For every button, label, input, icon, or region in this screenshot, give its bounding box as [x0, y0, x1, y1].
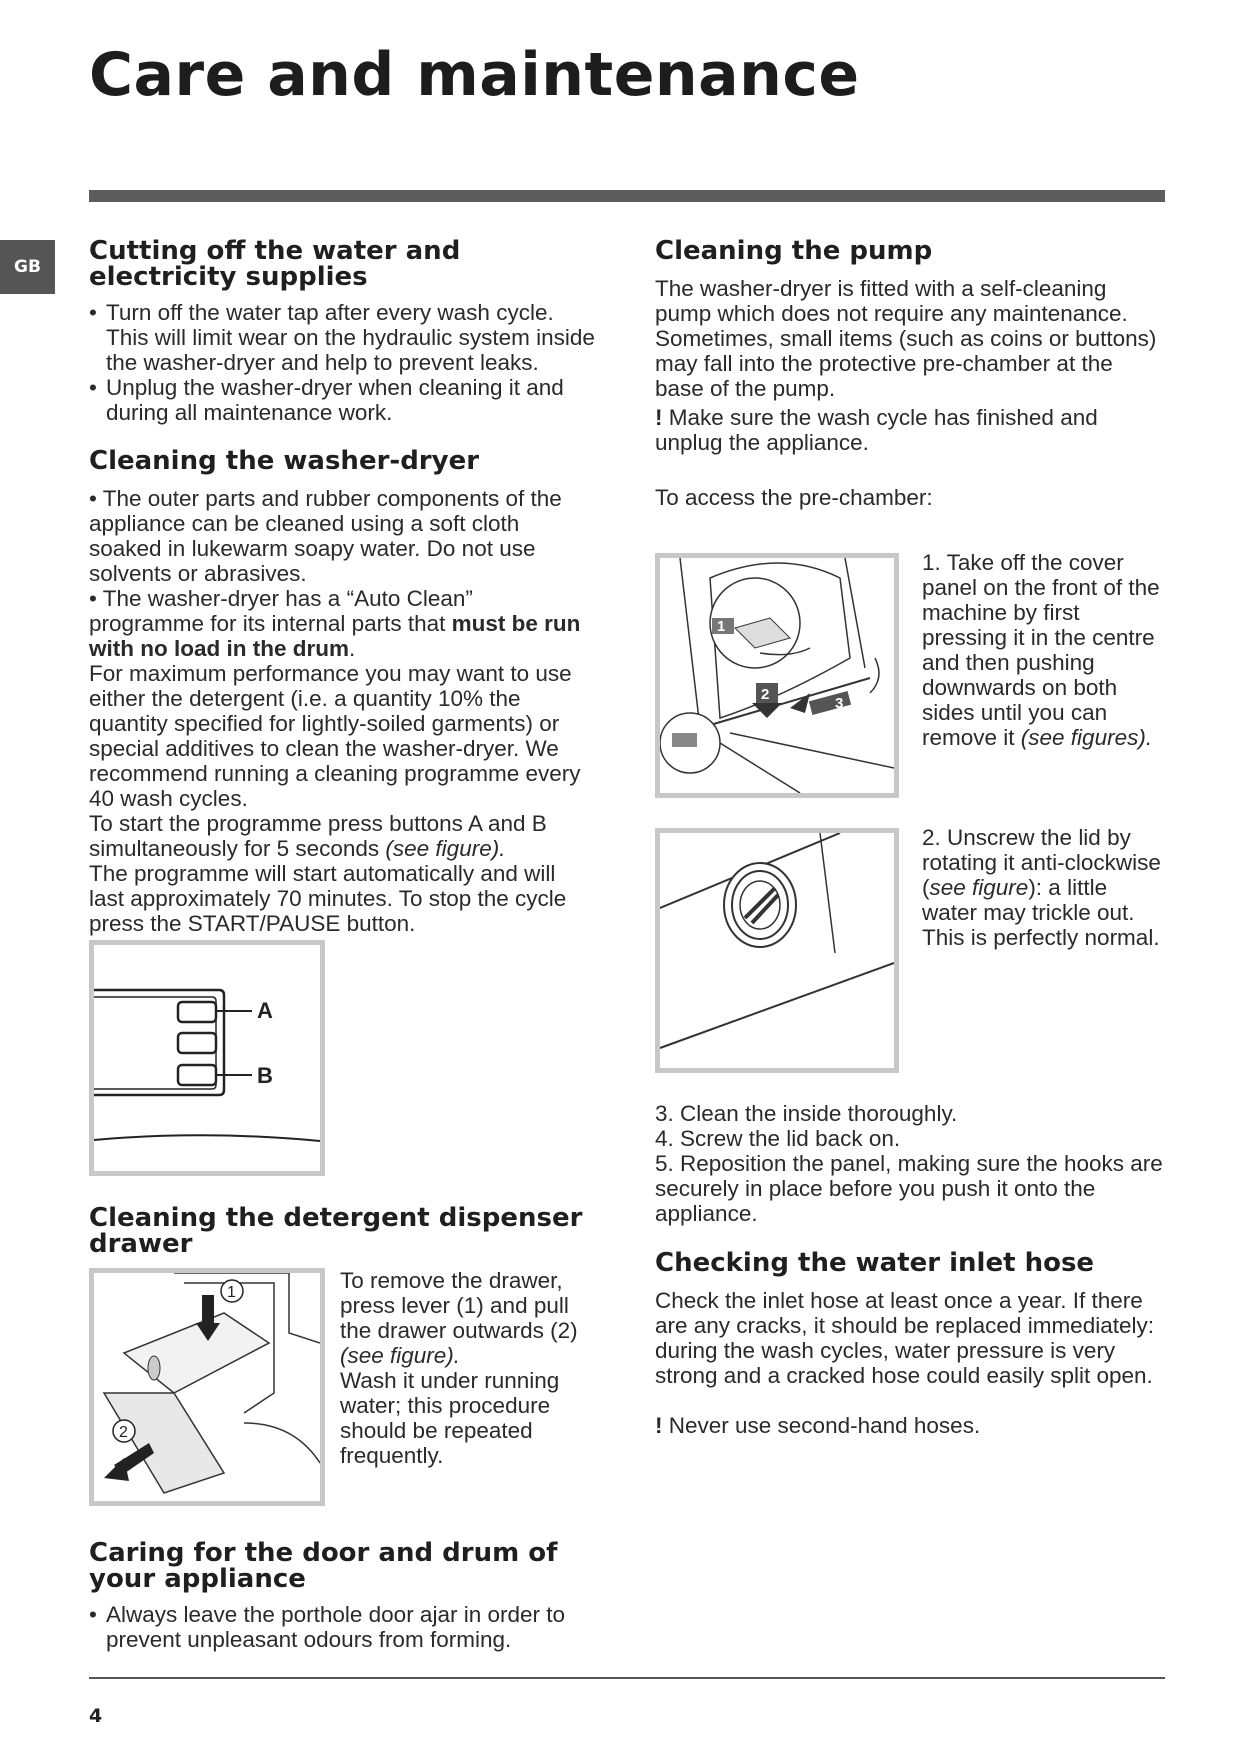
pump-heading: Cleaning the pump — [655, 236, 933, 266]
pump-step-3: 3. Clean the inside thoroughly. — [655, 1101, 958, 1126]
cleaning-section — [89, 448, 594, 936]
drawer-illustration — [94, 1273, 320, 1501]
page-number: 4 — [89, 1705, 103, 1727]
button-label-b: B — [257, 1063, 273, 1088]
drawer-heading-block — [89, 1205, 599, 1257]
cover-panel-illustration — [660, 558, 894, 793]
lid-figure — [655, 828, 899, 1073]
hose-heading: Checking the water inlet hose — [655, 1248, 1095, 1278]
cleaning-heading: Cleaning the washer-dryer — [89, 446, 480, 476]
drawer-label-2: 2 — [119, 1424, 128, 1441]
page-title: Care and maintenance — [89, 40, 860, 110]
supplies-bullet-1: • Turn off the water tap after every wash cycle. This will limit wear on the hydraulic system inside the washer-dryer and help to prevent leaks. — [89, 300, 595, 375]
supplies-bullet-2: • Unplug the washer-dryer when cleaning it and during all maintenance work. — [89, 375, 564, 425]
pump-warning: ! Make sure the wash cycle has finished and unplug the appliance. — [655, 405, 1098, 455]
drawer-heading: Cleaning the detergent dispenser drawer — [89, 1203, 583, 1259]
drawer-figure — [89, 1268, 325, 1506]
drawer-label-1: 1 — [227, 1284, 236, 1301]
pump-steps-3-5 — [655, 1101, 1167, 1226]
hose-section — [655, 1250, 1167, 1438]
cover-label-1: 1 — [717, 618, 726, 635]
cleaning-paragraph-3: For maximum performance you may want to use either the detergent (i.e. a quantity 10% the quantity specified for lightly-soiled garments) or special additives to clean the washer-dryer. We recommend running a cleaning programme every 40 wash cycles. — [89, 661, 581, 811]
pump-step-1: 1. Take off the cover panel on the front of the machine by first pressing it in the centre and then pushing downwards on both sides until you can remove it (see figures). — [922, 550, 1160, 750]
button-label-a: A — [257, 998, 273, 1023]
cleaning-paragraph-5: The programme will start automatically and will last approximately 70 minutes. To stop the cycle press the START/PAUSE button. — [89, 861, 567, 936]
pump-step-4: 4. Screw the lid back on. — [655, 1126, 901, 1151]
cleaning-paragraph-2: • The washer-dryer has a “Auto Clean” programme for its internal parts that must be run with no load in the drum. — [89, 586, 581, 661]
language-tag: GB — [0, 240, 55, 294]
pump-intro: The washer-dryer is fitted with a self-cleaning pump which does not require any maintenance. Sometimes, small items (such as coins or buttons) may fall into the protective pre-chamber at the base of the pump. — [655, 276, 1157, 401]
drawer-text: To remove the drawer, press lever (1) and pull the drawer outwards (2) (see figure). Wash it under running water; this procedure should be repeated frequently. — [340, 1268, 578, 1468]
supplies-heading: Cutting off the water and electricity supplies — [89, 236, 461, 292]
door-heading: Caring for the door and drum of your appliance — [89, 1538, 558, 1594]
cover-panel-figure — [655, 553, 899, 798]
cleaning-paragraph-4: To start the programme press buttons A and B simultaneously for 5 seconds (see figure). — [89, 811, 547, 861]
pump-access: To access the pre-chamber: — [655, 485, 933, 510]
supplies-section — [89, 238, 601, 425]
header-divider — [89, 190, 1165, 202]
pump-section — [655, 238, 1165, 510]
hose-text: Check the inlet hose at least once a year. If there are any cracks, it should be replaced immediately: during the wash cycles, water pressure is very strong and a cracked hose could easily split open. — [655, 1288, 1154, 1388]
cover-label-2: 2 — [761, 686, 770, 703]
door-bullet: • Always leave the porthole door ajar in order to prevent unpleasant odours from forming. — [89, 1602, 566, 1652]
hose-warning: ! Never use second-hand hoses. — [655, 1413, 981, 1438]
cleaning-paragraph-1: • The outer parts and rubber components of the appliance can be cleaned using a soft cloth soaked in lukewarm soapy water. Do not use solvents or abrasives. — [89, 486, 562, 586]
pump-step-5: 5. Reposition the panel, making sure the hooks are securely in place before you push it onto the appliance. — [655, 1151, 1163, 1226]
footer-divider — [89, 1677, 1165, 1679]
cover-label-3: 3 — [835, 695, 844, 712]
pump-step-2: 2. Unscrew the lid by rotating it anti-clockwise (see figure): a little water may trickle out. This is perfectly normal. — [922, 825, 1161, 950]
lid-illustration — [660, 833, 894, 1068]
buttons-figure — [89, 940, 325, 1176]
buttons-illustration — [94, 945, 320, 1171]
door-section — [89, 1540, 599, 1652]
